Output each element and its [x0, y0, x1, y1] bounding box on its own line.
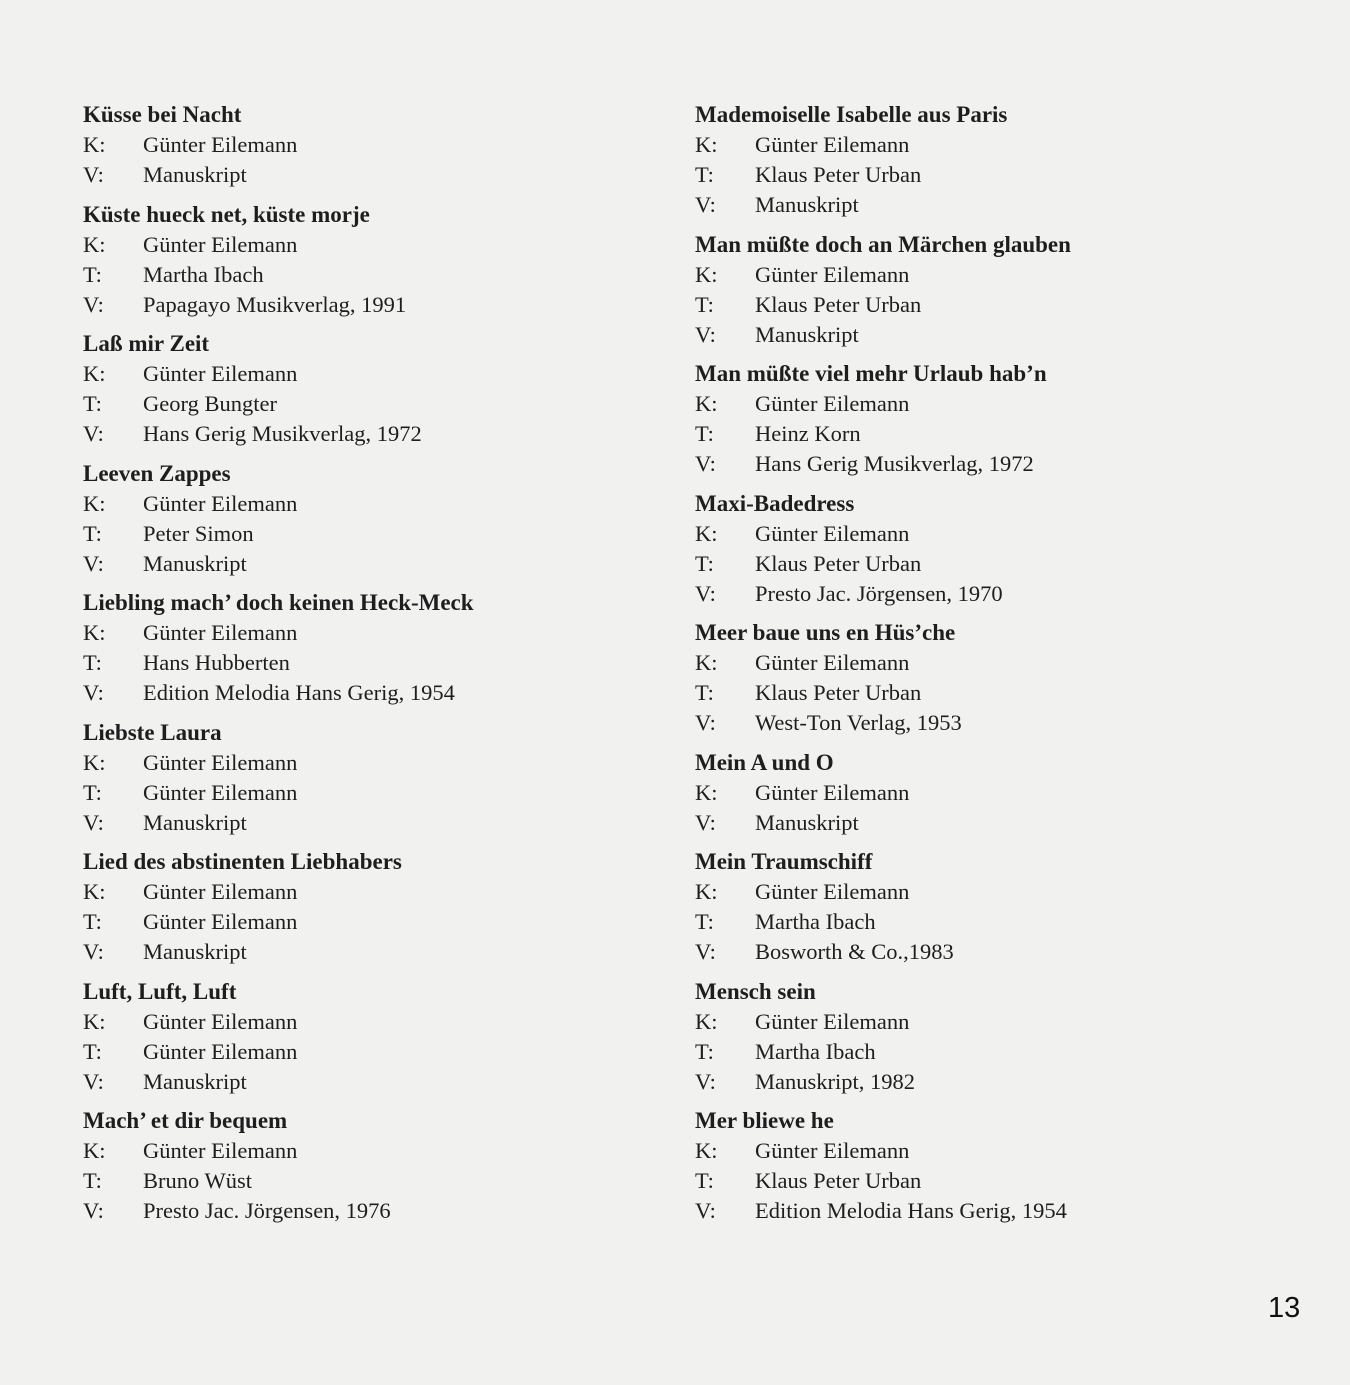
credit-row — [695, 160, 1295, 190]
song-entry — [695, 230, 1295, 360]
credit-row — [83, 678, 683, 708]
credit-role: V: — [695, 451, 716, 476]
song-title: Mach’ et dir bequem — [83, 1108, 288, 1133]
credit-row — [83, 1196, 683, 1226]
credit-name: Günter Eilemann — [755, 779, 910, 805]
credit-row — [83, 937, 683, 967]
credit-name: Klaus Peter Urban — [755, 162, 922, 187]
credit-row — [695, 320, 1295, 350]
credit-name: Papagayo Musikverlag, 1991 — [143, 291, 407, 317]
credit-row — [83, 549, 683, 579]
credit-role: T: — [83, 520, 102, 546]
credit-row — [83, 1007, 683, 1037]
credit-role: V: — [695, 1198, 716, 1223]
credit-role: K: — [695, 1138, 718, 1163]
song-entry — [83, 977, 683, 1107]
credit-role: K: — [695, 779, 718, 805]
credit-name: Hans Gerig Musikverlag, 1972 — [143, 421, 422, 446]
credit-row — [695, 419, 1295, 449]
credit-role: T: — [695, 291, 714, 317]
song-entry — [695, 359, 1295, 489]
credit-name: Manuskript — [143, 162, 247, 187]
credit-row — [695, 130, 1295, 160]
credit-role: K: — [83, 1008, 106, 1034]
song-entry — [695, 489, 1295, 619]
credit-name: Georg Bungter — [143, 391, 277, 416]
credit-row — [695, 808, 1295, 838]
credit-role: K: — [695, 391, 718, 416]
credit-name: Günter Eilemann — [143, 749, 298, 775]
song-entry — [83, 459, 683, 589]
credit-role: T: — [83, 391, 102, 416]
credit-row — [695, 190, 1295, 220]
song-title: Maxi-Badedress — [695, 490, 855, 516]
credit-role: T: — [695, 550, 714, 576]
credit-name: Presto Jac. Jörgensen, 1976 — [143, 1198, 391, 1223]
credit-row — [695, 648, 1295, 678]
song-entry — [83, 847, 683, 977]
credit-role: V: — [83, 809, 104, 835]
song-entry — [695, 748, 1295, 848]
credit-role: V: — [695, 580, 716, 606]
credit-role: K: — [695, 261, 718, 287]
credit-name: Edition Melodia Hans Gerig, 1954 — [143, 680, 455, 705]
credit-row — [695, 579, 1295, 609]
credit-role: V: — [83, 939, 104, 964]
song-title: Küsse bei Nacht — [83, 102, 242, 127]
credit-role: V: — [695, 321, 716, 347]
credit-row — [83, 1166, 683, 1196]
song-title: Man müßte viel mehr Urlaub hab’n — [695, 361, 1047, 386]
credit-name: Manuskript — [755, 809, 859, 835]
credit-role: V: — [83, 680, 104, 705]
song-title: Leeven Zappes — [83, 460, 231, 486]
credit-row — [83, 389, 683, 419]
credit-name: Peter Simon — [143, 520, 254, 546]
credit-row — [83, 1067, 683, 1097]
credit-row — [695, 1196, 1295, 1226]
song-title: Mein Traumschiff — [695, 849, 873, 874]
credit-row — [695, 260, 1295, 290]
credit-row — [83, 260, 683, 290]
credit-name: Manuskript — [755, 192, 859, 217]
credit-role: T: — [83, 650, 102, 675]
credit-row — [695, 678, 1295, 708]
credit-row — [83, 160, 683, 190]
credit-role: T: — [695, 680, 714, 705]
credit-row — [83, 1037, 683, 1067]
right-column — [695, 100, 1295, 1236]
credit-role: K: — [83, 231, 106, 257]
credit-name: Klaus Peter Urban — [755, 550, 922, 576]
credit-row — [83, 648, 683, 678]
credit-row — [695, 1037, 1295, 1067]
credit-name: Günter Eilemann — [755, 261, 910, 287]
credit-row — [83, 877, 683, 907]
credit-name: Manuskript — [143, 1068, 247, 1094]
credit-role: K: — [695, 1008, 718, 1034]
credit-row — [83, 489, 683, 519]
credit-role: V: — [83, 162, 104, 187]
credit-name: Manuskript — [143, 550, 247, 576]
credit-name: Günter Eilemann — [143, 909, 298, 934]
credit-role: K: — [83, 620, 106, 645]
credit-name: Martha Ibach — [755, 909, 876, 934]
credit-role: K: — [83, 490, 106, 516]
credit-name: Martha Ibach — [143, 261, 264, 287]
credit-row — [695, 549, 1295, 579]
credit-role: V: — [83, 1198, 104, 1223]
credit-role: K: — [695, 879, 718, 904]
credit-name: Klaus Peter Urban — [755, 1168, 922, 1193]
credit-name: Günter Eilemann — [755, 1138, 910, 1163]
song-title: Mer bliewe he — [695, 1108, 834, 1133]
left-column — [83, 100, 683, 1236]
song-title: Luft, Luft, Luft — [83, 978, 237, 1004]
credit-role: V: — [83, 1068, 104, 1094]
credit-row — [695, 937, 1295, 967]
credit-name: Günter Eilemann — [143, 1008, 298, 1034]
credit-role: V: — [83, 421, 104, 446]
credit-name: Günter Eilemann — [755, 520, 910, 546]
credit-name: Günter Eilemann — [143, 1038, 298, 1064]
credit-row — [695, 778, 1295, 808]
credit-role: T: — [695, 1168, 714, 1193]
credit-name: Martha Ibach — [755, 1038, 876, 1064]
credit-name: Manuskript — [143, 809, 247, 835]
song-entry — [83, 718, 683, 848]
credit-name: Bosworth & Co.,1983 — [755, 939, 954, 964]
credit-row — [83, 130, 683, 160]
credit-name: Klaus Peter Urban — [755, 680, 922, 705]
credit-role: T: — [695, 162, 714, 187]
credit-name: Günter Eilemann — [143, 1138, 298, 1163]
credit-role: T: — [83, 909, 102, 934]
song-title: Mademoiselle Isabelle aus Paris — [695, 102, 1008, 127]
song-title: Lied des abstinenten Liebhabers — [83, 849, 402, 874]
credit-role: K: — [83, 1138, 106, 1163]
credit-role: V: — [695, 710, 716, 735]
song-title: Laß mir Zeit — [83, 331, 210, 356]
credit-role: T: — [695, 1038, 714, 1064]
credit-name: Günter Eilemann — [143, 879, 298, 904]
credit-name: Manuskript — [143, 939, 247, 964]
credit-role: K: — [695, 132, 718, 157]
credit-role: T: — [695, 421, 714, 446]
credit-role: K: — [83, 879, 106, 904]
song-entry — [83, 588, 683, 718]
credit-name: Günter Eilemann — [143, 490, 298, 516]
credit-name: Heinz Korn — [755, 421, 861, 446]
credit-name: Günter Eilemann — [755, 391, 910, 416]
credit-name: Klaus Peter Urban — [755, 291, 922, 317]
credit-name: Bruno Wüst — [143, 1168, 252, 1193]
credit-name: Günter Eilemann — [755, 132, 910, 157]
song-entry — [83, 1106, 683, 1236]
credit-row — [83, 519, 683, 549]
song-entry — [695, 977, 1295, 1107]
credit-role: T: — [83, 1038, 102, 1064]
credit-row — [83, 290, 683, 320]
credit-role: K: — [695, 520, 718, 546]
credit-role: V: — [695, 939, 716, 964]
credit-name: Günter Eilemann — [143, 361, 298, 386]
credit-role: K: — [83, 132, 106, 157]
credit-name: Günter Eilemann — [143, 620, 298, 645]
song-entry — [695, 1106, 1295, 1236]
song-entry — [695, 847, 1295, 977]
credit-name: Manuskript — [755, 321, 859, 347]
credit-role: V: — [83, 550, 104, 576]
credit-row — [695, 907, 1295, 937]
credit-name: Günter Eilemann — [755, 879, 910, 904]
credit-role: T: — [83, 779, 102, 805]
song-entry — [695, 618, 1295, 748]
song-entry — [83, 200, 683, 330]
credit-row — [695, 1067, 1295, 1097]
credit-role: K: — [83, 749, 106, 775]
credit-role: V: — [695, 192, 716, 217]
song-title: Liebste Laura — [83, 719, 222, 745]
credit-role: T: — [83, 261, 102, 287]
credit-row — [83, 748, 683, 778]
credit-row — [83, 359, 683, 389]
credit-row — [695, 449, 1295, 479]
credit-name: Günter Eilemann — [755, 1008, 910, 1034]
page-number: 13 — [1268, 1292, 1301, 1324]
credit-row — [695, 708, 1295, 738]
credit-role: V: — [695, 1068, 716, 1094]
credit-row — [695, 1136, 1295, 1166]
song-title: Meer baue uns en Hüs’che — [695, 620, 956, 645]
credit-name: Edition Melodia Hans Gerig, 1954 — [755, 1198, 1067, 1223]
song-title: Man müßte doch an Märchen glauben — [695, 231, 1071, 257]
credit-row — [695, 290, 1295, 320]
credit-name: Hans Gerig Musikverlag, 1972 — [755, 451, 1034, 476]
credit-role: K: — [695, 650, 718, 675]
credit-row — [695, 1166, 1295, 1196]
credit-row — [695, 1007, 1295, 1037]
credit-role: T: — [83, 1168, 102, 1193]
credit-row — [83, 808, 683, 838]
credit-name: West-Ton Verlag, 1953 — [755, 710, 962, 735]
credit-row — [83, 907, 683, 937]
credit-role: V: — [83, 291, 104, 317]
credit-name: Günter Eilemann — [143, 132, 298, 157]
credit-role: T: — [695, 909, 714, 934]
credit-name: Hans Hubberten — [143, 650, 290, 675]
credit-row — [695, 877, 1295, 907]
credit-name: Manuskript, 1982 — [755, 1068, 915, 1094]
credit-row — [83, 230, 683, 260]
credit-row — [83, 618, 683, 648]
credit-role: K: — [83, 361, 106, 386]
song-title: Mensch sein — [695, 978, 816, 1004]
credit-row — [83, 419, 683, 449]
credit-name: Günter Eilemann — [755, 650, 910, 675]
song-title: Küste hueck net, küste morje — [83, 201, 370, 227]
song-title: Liebling mach’ doch keinen Heck-Meck — [83, 590, 474, 615]
credit-row — [695, 519, 1295, 549]
credit-name: Presto Jac. Jörgensen, 1970 — [755, 580, 1003, 606]
credit-role: V: — [695, 809, 716, 835]
song-entry — [83, 329, 683, 459]
credit-name: Günter Eilemann — [143, 779, 298, 805]
credit-row — [83, 1136, 683, 1166]
credit-row — [83, 778, 683, 808]
song-title: Mein A und O — [695, 749, 834, 775]
credit-name: Günter Eilemann — [143, 231, 298, 257]
song-entry — [695, 100, 1295, 230]
song-entry — [83, 100, 683, 200]
credit-row — [695, 389, 1295, 419]
